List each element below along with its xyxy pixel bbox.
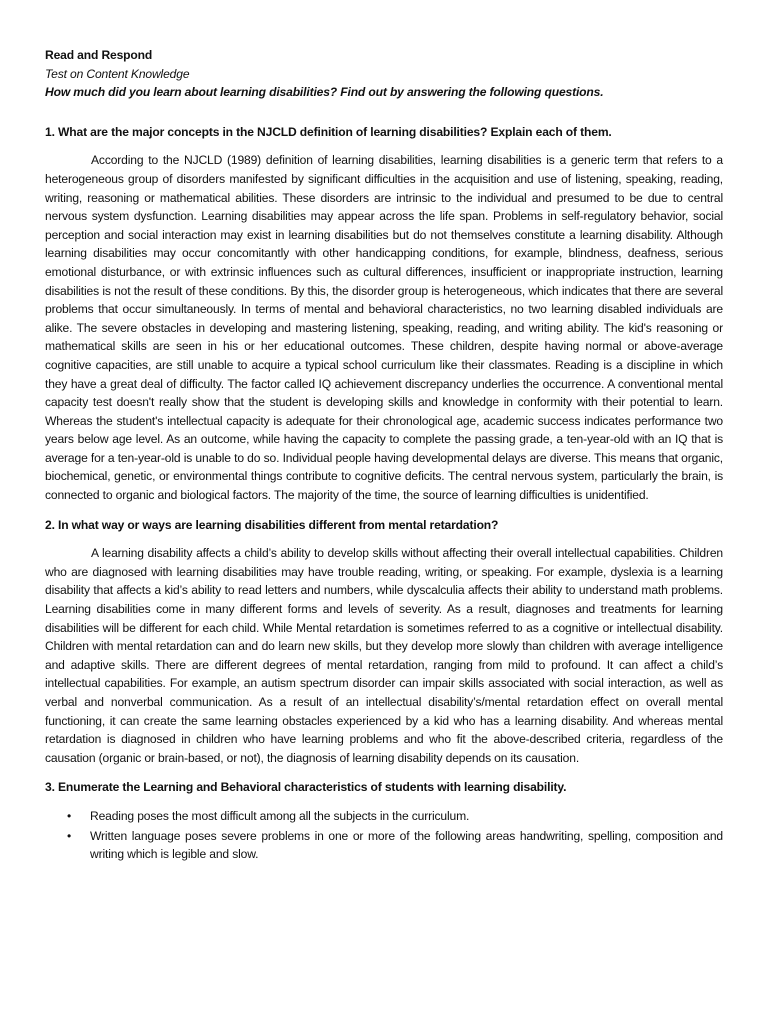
document-title: Read and Respond xyxy=(45,48,153,62)
document-instruction: How much did you learn about learning disabilities? Find out by answering the following questions. xyxy=(45,85,604,100)
answer-2: A learning disability affects a child’s ability to develop skills without affecting their overall intellectual capabilities. Children who are diagnosed with learning disabilities may have trouble reading, writing, or speaking. For example, dyslexia is a learning disability that affects a kid’s ability to read letters and numbers, while dyscalculia affects their ability to understand math problems. Learning disabilities come in many different forms and levels of severity. As a result, diagnoses and treatments for learning disabilities will be different for each child. While Mental retardation is sometimes referred to as a cognitive or intellectual disability. Children with mental retardation can and do learn new skills, but they develop more slowly than children with average intelligence and adaptive skills. There are different degrees of mental retardation, ranging from mild to profound. It can affect a child’s intellectual capabilities. For example, an autism spectrum disorder can impair skills associated with social interaction, as well as verbal and nonverbal communication. As a result of an intellectual disability’s/mental retardation effect on overall mental functioning, it can create the same learning obstacles experienced by a kid who has a learning disability. And whereas mental retardation is diagnosed in children who have learning problems and who fit the above-described criteria, regardless of the causation (organic or brain-based, or not), the diagnosis of learning disability depends on its causation. xyxy=(45,546,723,765)
list-item xyxy=(45,807,723,826)
bullet-icon: • xyxy=(67,808,72,823)
question-1: 1. What are the major concepts in the NJCLD definition of learning disabilities? Explain each of them. xyxy=(45,124,612,139)
bullet-icon: • xyxy=(67,828,72,843)
question-3: 3. Enumerate the Learning and Behavioral characteristics of students with learning disability. xyxy=(45,780,567,795)
list-item xyxy=(45,827,723,864)
list-item-text: Reading poses the most difficult among all the subjects in the curriculum. xyxy=(90,808,470,823)
document-subtitle: Test on Content Knowledge xyxy=(45,66,190,81)
answer-1: According to the NJCLD (1989) definition of learning disabilities, learning disabilities is a generic term that refers to a heterogeneous group of disorders manifested by significant difficulties in the acquisition and use of listening, speaking, reading, writing, reasoning or mathematical abilities. These disorders are intrinsic to the individual and presumed to be due to central nervous system dysfunction. Learning disabilities may appear across the life span. Problems in self-regulatory behavior, social perception and social interaction may exist in learning disabilities but do not themselves constitute a learning disability. Although learning disabilities may occur concomitantly with other handicapping conditions, for example, blindness, deafness, serious emotional disturbance, or with extrinsic influences such as cultural differences, insufficient or inappropriate instruction, learning disabilities is not the result of these conditions. By this, the disorder group is heterogeneous, which indicates that there are several problems that occur simultaneously. In terms of mental and behavioral characteristics, no two learning disabled individuals are alike. The severe obstacles in developing and mastering listening, speaking, reading, and writing ability. The kid's reasoning or mathematical skills are seen in his or her educational outcomes. These children, despite having normal or above-average cognitive capacities, are still unable to acquire a typical school curriculum like their classmates. Reading is a discipline in which they have a great deal of difficulty. The factor called IQ achievement discrepancy underlies the occurrence. A conventional mental capacity test doesn't really show that the student is developing skills and knowledge in conformity with their potential to learn. Whereas the student's intellectual capacity is adequate for their chronological age, academic success indicates performance two years below age level. As an outcome, while having the capacity to complete the passing grade, a ten-year-old with an IQ that is average for a ten-year-old is unable to do so. Individual people having developmental delays are diverse. This means that organic, biochemical, genetic, or environmental things contribute to cognitive deficits. The central nervous system, particularly the brain, is connected to organic and biological factors. The majority of the time, the source of learning difficulties is unidentified. xyxy=(45,153,723,503)
question-2: 2. In what way or ways are learning disabilities different from mental retardation? xyxy=(45,517,499,532)
list-item-text: Written language poses severe problems in one or more of the following areas handwriting, spelling, composition and writing which is legible and slow. xyxy=(90,828,723,862)
document-page xyxy=(45,46,723,865)
characteristics-list xyxy=(45,807,723,864)
